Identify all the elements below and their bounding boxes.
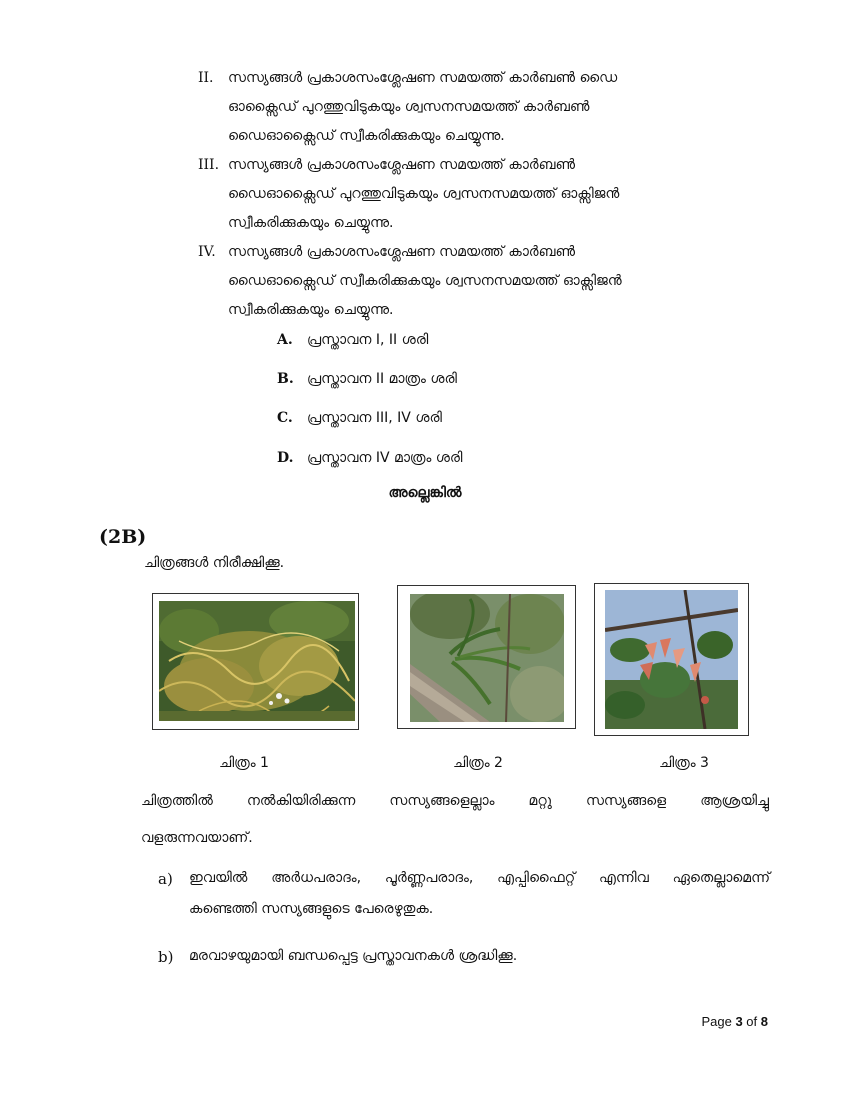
figure-3-caption: ചിത്രം 3 (659, 755, 709, 771)
mistletoe-image (605, 590, 738, 729)
paragraph-line: വളരുന്നവയാണ്. (141, 830, 253, 846)
statement-line: ഡൈഓക്സൈഡ് പുറത്തുവിടുകയും ശ്വസനസമയത്ത് ഓക്സിജൻ (228, 186, 620, 202)
option-a (277, 328, 428, 352)
sub-question-line: ഇവയിൽ അർധപരാദം, പൂർണ്ണപരാദം, എപ്പിഫൈറ്റ് എന്നിവ ഏതെല്ലാമെന്ന് (189, 870, 770, 886)
statement-line: സസ്യങ്ങൾ പ്രകാശസംശ്ലേഷണ സമയത്ത് കാർബൺ (228, 244, 576, 260)
figure-2-caption: ചിത്രം 2 (453, 755, 503, 771)
option-letter: A. (277, 332, 293, 348)
statement-line: സ്വീകരിക്കുകയും ചെയ്യുന്നു. (228, 215, 394, 231)
option-d (277, 446, 462, 470)
orchid-epiphyte-image (410, 594, 564, 722)
sub-question-line: മരവാഴയുമായി ബന്ധപ്പെട്ട പ്രസ്താവനകൾ ശ്രദ്ധിക്കൂ. (189, 948, 518, 964)
statement-line: ഡൈഓക്സൈഡ് സ്വീകരിക്കുകയും ചെയ്യുന്നു. (228, 128, 505, 144)
sub-question-b (158, 948, 770, 964)
option-letter: C. (277, 410, 293, 426)
or-divider-label: അല്ലെങ്കിൽ (388, 485, 462, 501)
statement-ii (198, 64, 758, 151)
option-text: പ്രസ്താവന IV മാത്രം ശരി (307, 450, 463, 466)
statement-line: സസ്യങ്ങൾ പ്രകാശസംശ്ലേഷണ സമയത്ത് കാർബൺ (228, 157, 576, 173)
sub-question-letter: a) (158, 870, 173, 888)
statement-line: ഡൈഓക്സൈഡ് സ്വീകരിക്കുകയും ശ്വസനസമയത്ത് ഓക്സിജൻ (228, 273, 622, 289)
option-c (277, 406, 442, 430)
statement-line: ഓക്സൈഡ് പുറത്തുവിടുകയും ശ്വസനസമയത്ത് കാർബൺ (228, 99, 590, 115)
paragraph-line: ചിത്രത്തിൽ നൽകിയിരിക്കുന്ന സസ്യങ്ങളെല്ലാം മറ്റു സസ്യങ്ങളെ ആശ്രയിച്ചു (141, 793, 769, 809)
statement-iv (198, 238, 758, 325)
option-text: പ്രസ്താവന I, II ശരി (307, 332, 429, 348)
statement-number: IV. (198, 244, 216, 260)
instruction-text: ചിത്രങ്ങൾ നിരീക്ഷിക്കൂ. (144, 555, 285, 571)
figure-1-caption: ചിത്രം 1 (219, 755, 269, 771)
page-prefix: Page (701, 1014, 736, 1029)
figure-1-photo (152, 593, 359, 730)
option-letter: D. (277, 450, 294, 466)
option-b (277, 367, 457, 391)
option-letter: B. (277, 371, 294, 387)
page-number (701, 1014, 768, 1029)
page-total: 8 (760, 1014, 768, 1029)
page-separator: of (742, 1014, 761, 1029)
statement-line: സസ്യങ്ങൾ പ്രകാശസംശ്ലേഷണ സമയത്ത് കാർബൺ ഡൈ (228, 70, 618, 86)
statement-line: സ്വീകരിക്കുകയും ചെയ്യുന്നു. (228, 302, 394, 318)
figure-3-photo (594, 583, 749, 736)
dodder-plant-image (159, 601, 355, 721)
option-text: പ്രസ്താവന III, IV ശരി (307, 410, 442, 426)
page-current: 3 (735, 1014, 743, 1029)
option-text: പ്രസ്താവന II മാത്രം ശരി (307, 371, 457, 387)
sub-question-a (158, 870, 770, 917)
sub-question-letter: b) (158, 948, 174, 966)
sub-question-line: കണ്ടെത്തി സസ്യങ്ങളുടെ പേരെഴുതുക. (189, 901, 434, 917)
statement-number: II. (198, 70, 214, 86)
figure-2-photo (397, 585, 576, 729)
statement-number: III. (198, 157, 220, 173)
statement-iii (198, 151, 758, 238)
question-number: (2B) (99, 526, 147, 548)
